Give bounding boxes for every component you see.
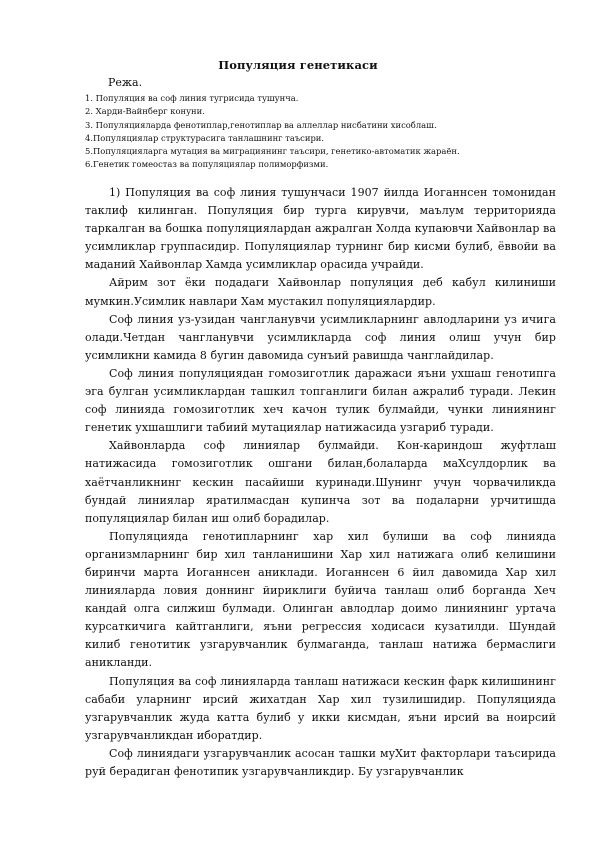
- body-paragraph: Популяция ва соф линияларда танлаш натижаси кескин фарк килишининг сабаби уларнинг ирсий жихатдан Хар хил тузилишидир. Популяцияда узгарувчанлик жуда катта булиб у икки кисмдан, яъни ирсий ва ноирсий узгарувчанликдан иборатдир.: [85, 674, 556, 742]
- plan-heading: Режа.: [108, 76, 143, 89]
- body-paragraph: Соф линия уз-узидан чангланувчи усимликларнинг авлодларини уз ичига олади.Четдан чангланувчи усимликларда соф линия олиш учун бир усимликни камида 8 бугин давомида сунъий равишда чанглайдилар.: [85, 312, 556, 362]
- body-paragraph: Популяцияда генотипларнинг хар хил булиши ва соф линияда организмларнинг бир хил танланишини Хар хил натижага олиб келишини биринчи марта Иоганнсен аниклади. Иоганнсен 6 йил давомида Хар хил линияларда ловия доннинг йириклиги буйича танлаш олиб борганда Хеч кандай олга силжиш булмади. Олинган авлодлар доимо линиянинг уртача курсаткичига кайтганлиги, яъни регрессия ходисаси кузатилди. Шундай килиб генотитик узгарувчанлик булмаганда, танлаш натижа бермаслиги аникланди.: [85, 529, 556, 670]
- plan-item: 2. Харди-Вайнберг конуни.: [85, 106, 205, 117]
- plan-item: 6.Генетик гомеостаз ва популяциялар полиморфизми.: [85, 159, 329, 170]
- body-paragraph: Хайвонларда соф линиялар булмайди. Кон-кариндош жуфтлаш натижасида гомозиготлик ошгани билан,болаларда маХсулдорлик ва хаётчанликнинг кескин пасайиши куринади.Шунинг учун чорвачиликда бундай линиялар яратилмасдан купинча зот ва подаларни урчитишда популяциялар билан иш олиб борадилар.: [85, 439, 556, 525]
- document-title: Популяция генетикаси: [218, 58, 378, 72]
- plan-item: 1. Популяция ва соф линия тугрисида тушунча.: [85, 93, 299, 103]
- plan-list: [85, 92, 565, 172]
- plan-item: 5.Популяцияларга мутация ва миграциянинг таъсири, генетико-автоматик жараён.: [85, 146, 460, 157]
- body-paragraph: Соф линиядаги узгарувчанлик асосан ташки муХит факторлари таъсирида руй берадиган фенотипик узгарувчанликдир. Бу узгарувчанлик: [85, 746, 556, 778]
- document-body: [85, 184, 556, 781]
- body-paragraph: Айрим зот ёки подадаги Хайвонлар популяция деб кабул килиниши мумкин.Усимлик навлари Хам мустакил популяциялардир.: [85, 276, 556, 308]
- plan-item: 3. Популяцияларда фенотиплар,генотиплар ва аллеллар нисбатини хисоблаш.: [85, 119, 437, 130]
- body-paragraph: Соф линия популяциядан гомозиготлик даражаси яъни ухшаш генотипга эга булган усимликлардан ташкил топганлиги билан ажралиб туради. Лекин соф линияда гомозиготлик хеч качон тулик булмайди, чунки линиянинг генетик ухшашлиги табиий мутациялар натижасида узгариб туради.: [85, 366, 556, 435]
- body-paragraph: 1) Популяция ва соф линия тушунчаси 1907 йилда Иоганнсен томонидан таклиф килинган. Популяция бир турга кирувчи, маълум территорияда таркалган ва бошка популяциялардан ажралган Холда купаювчи Хайвонлар ва усимликлар группасидир. Популяциялар турнинг бир кисми булиб, ёввойи ва маданий Хайвонлар Хамда усимликлар орасида учрайди.: [85, 186, 556, 272]
- plan-item: 4.Популяциялар структурасига танлашнинг таъсири.: [85, 132, 325, 143]
